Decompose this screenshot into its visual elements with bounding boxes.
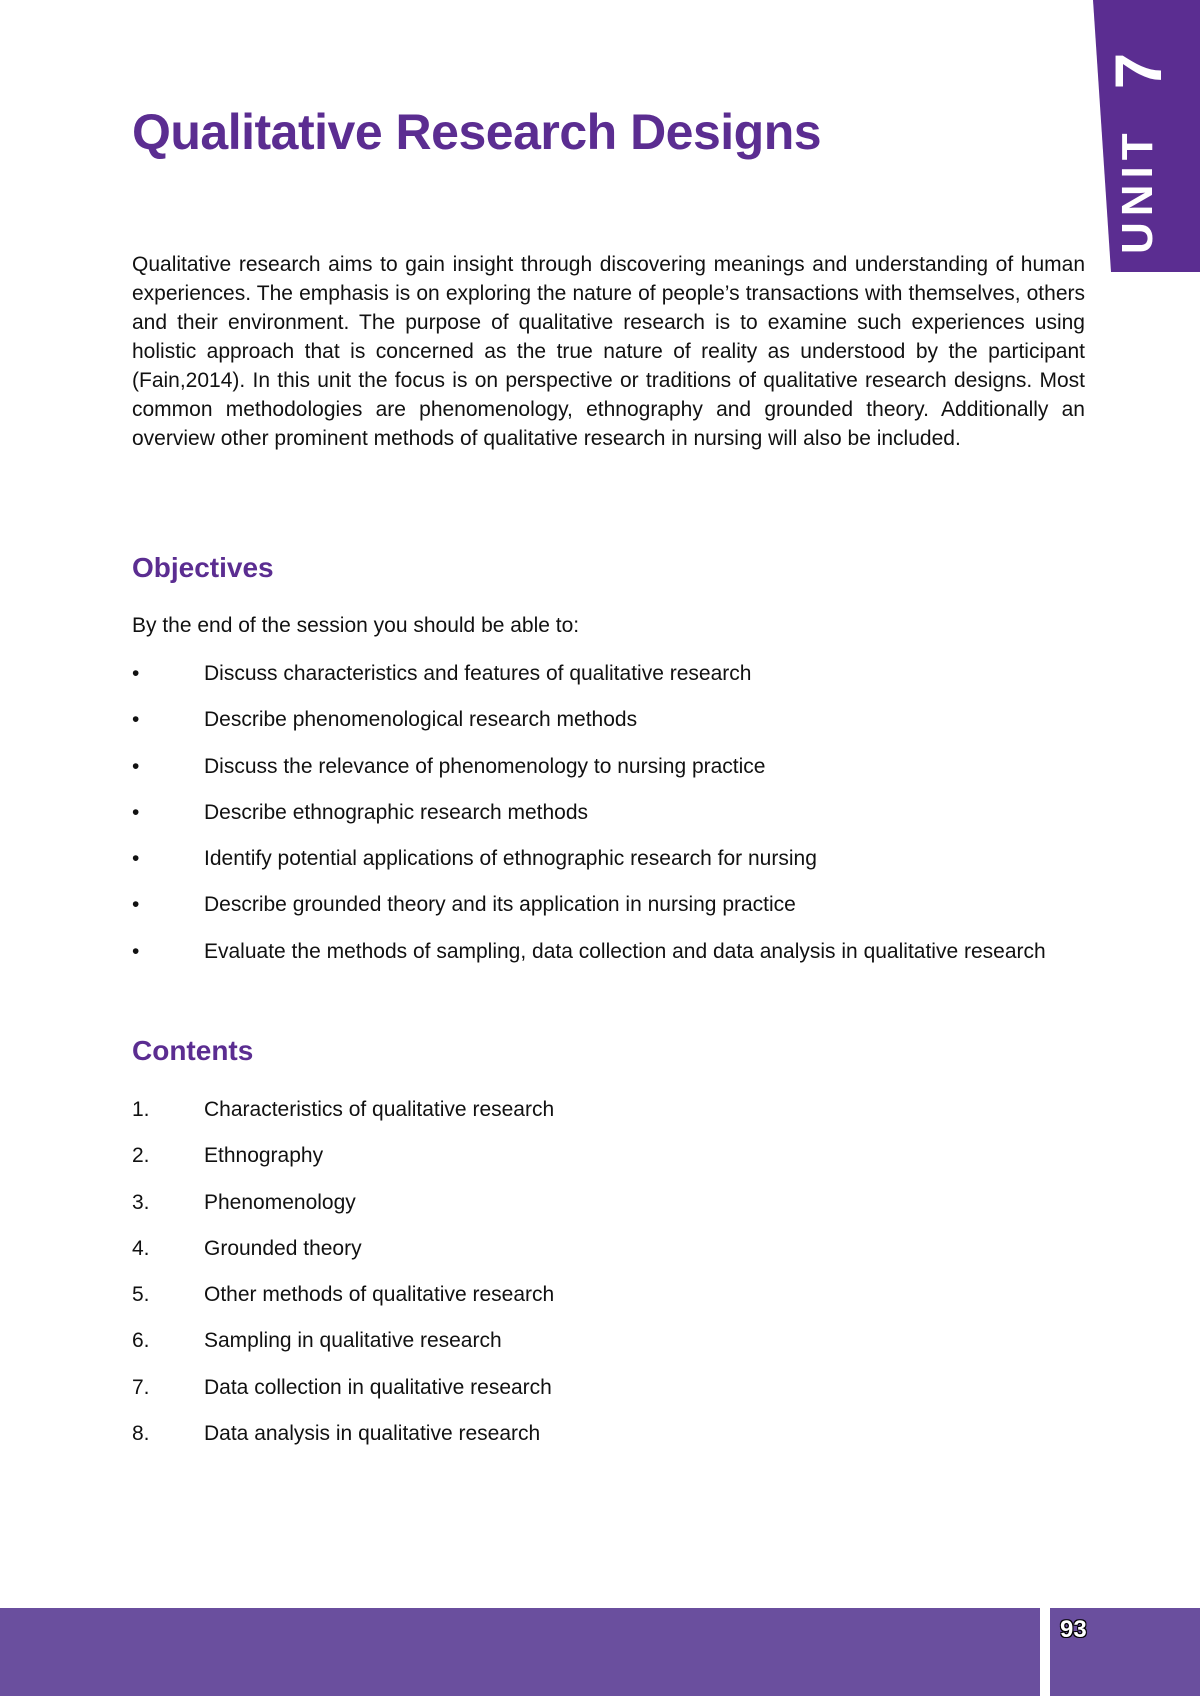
contents-text: Characteristics of qualitative research [204,1098,555,1121]
contents-item [132,1237,554,1283]
bullet-marker: • [132,662,140,685]
objective-text: Describe phenomenological research methods [204,708,638,732]
contents-text: Phenomenology [204,1190,356,1214]
unit-number: 7 [1101,52,1175,90]
contents-number: 1. [132,1098,150,1121]
contents-list [132,1098,554,1468]
unit-label: UNIT [1113,127,1162,254]
contents-item [132,1376,554,1422]
contents-number: 4. [132,1236,150,1260]
contents-text: Data collection in qualitative research [204,1375,552,1399]
contents-text: Sampling in qualitative research [204,1329,502,1353]
objective-text: Evaluate the methods of sampling, data collection and data analysis in qualitative research [204,939,1046,963]
contents-number: 3. [132,1190,150,1214]
contents-number: 7. [132,1375,150,1399]
objective-item [132,801,1046,847]
objective-item [132,940,1046,986]
footer-bar [0,1608,1040,1696]
contents-number: 5. [132,1283,150,1307]
contents-text: Ethnography [204,1144,324,1168]
page-title: Qualitative Research Designs [132,104,822,160]
bullet-marker: • [132,800,140,824]
bullet-marker: • [132,708,140,732]
contents-text: Data analysis in qualitative research [204,1422,541,1446]
objectives-lead-in: By the end of the session you should be able to: [132,614,580,637]
contents-number: 6. [132,1329,150,1353]
contents-heading: Contents [132,1035,254,1066]
objectives-heading: Objectives [132,552,274,583]
objective-item [132,708,1046,754]
contents-item [132,1329,554,1375]
bullet-marker: • [132,939,140,963]
objectives-list [132,662,1046,986]
contents-text: Grounded theory [204,1236,362,1260]
contents-number: 2. [132,1144,150,1168]
objective-item [132,847,1046,893]
contents-item [132,1144,554,1190]
bullet-marker: • [132,847,140,871]
objective-text: Describe ethnographic research methods [204,800,589,824]
contents-number: 8. [132,1422,150,1446]
objective-text: Discuss the relevance of phenomenology to nursing practice [204,754,766,778]
bullet-marker: • [132,754,140,778]
contents-item [132,1422,554,1468]
contents-item [132,1098,554,1144]
contents-text: Other methods of qualitative research [204,1283,555,1307]
objective-text: Discuss characteristics and features of qualitative research [204,662,752,685]
objective-item [132,755,1046,801]
unit-tab-text [1098,14,1178,254]
intro-paragraph: Qualitative research aims to gain insight through discovering meanings and understanding of human experiences. The emphasis is on exploring the nature of people’s transactions with themselves, others and their environment. The purpose of qualitative research is to examine such experiences using holistic approach that is concerned as the true nature of reality as understood by the participant (Fain,2014). In this unit the focus is on perspective or traditions of qualitative research designs. Most common methodologies are phenomenology, ethnography and grounded theory. Additionally an overview other prominent methods of qualitative research in nursing will also be included. [132,253,1085,450]
objective-text: Describe grounded theory and its application in nursing practice [204,893,796,917]
contents-item [132,1191,554,1237]
contents-item [132,1283,554,1329]
objective-item [132,662,1046,708]
objective-text: Identify potential applications of ethnographic research for nursing [204,847,817,871]
bullet-marker: • [132,893,140,917]
objective-item [132,893,1046,939]
page-number: 93 [1060,1616,1087,1643]
